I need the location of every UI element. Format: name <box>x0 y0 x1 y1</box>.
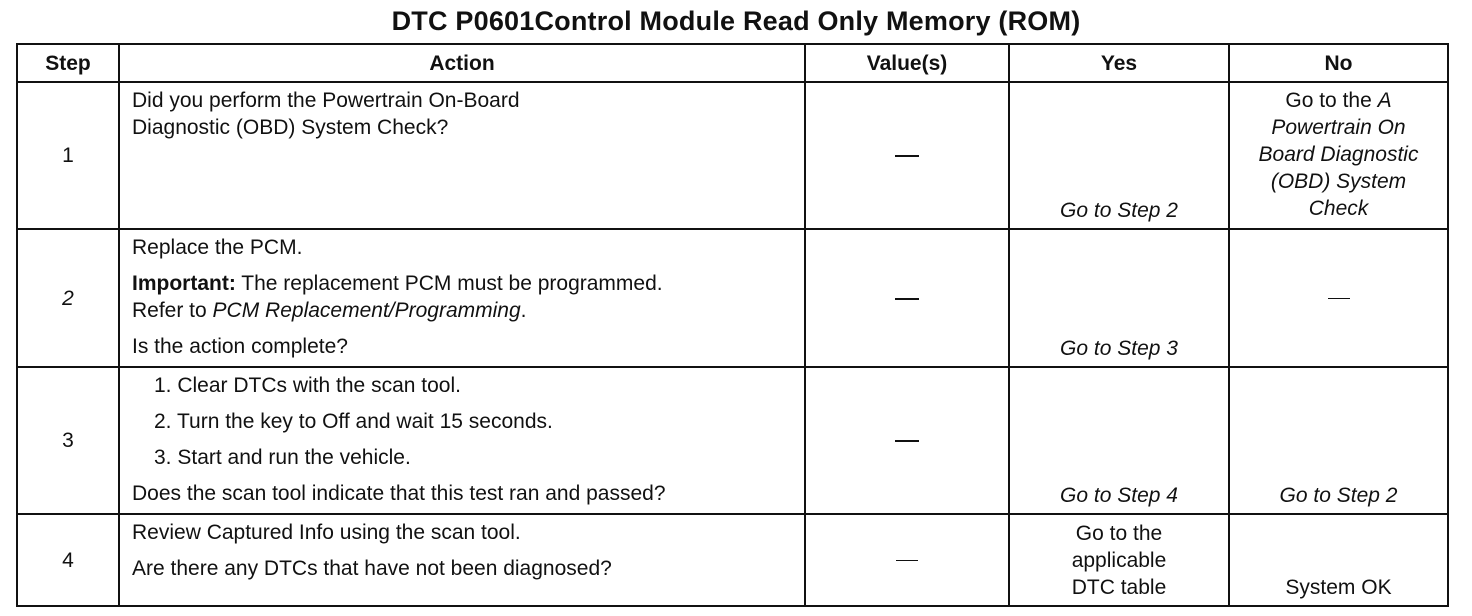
no-cell <box>1229 514 1448 606</box>
action-text: Did you perform the Powertrain On-Board <box>132 89 520 112</box>
no-text: System OK <box>1285 576 1392 599</box>
table-row <box>17 82 1448 229</box>
table-row <box>17 514 1448 606</box>
table-row <box>17 229 1448 367</box>
yes-link[interactable]: Go to Step 3 <box>1060 337 1178 360</box>
diagnostic-table <box>16 43 1449 607</box>
action-text: Replace the PCM. <box>132 236 303 259</box>
header-yes: Yes <box>1009 44 1229 82</box>
header-step: Step <box>17 44 119 82</box>
em-dash <box>895 440 919 442</box>
important-text: The replacement PCM must be programmed. <box>235 272 663 295</box>
header-row <box>17 44 1448 82</box>
step-number: 3 <box>17 367 119 514</box>
value-cell <box>805 82 1009 229</box>
table-title: DTC P0601Control Module Read Only Memory (ROM) <box>391 6 1081 36</box>
yes-cell <box>1009 229 1229 367</box>
no-link[interactable]: (OBD) System <box>1270 170 1407 193</box>
action-list-item: 1. Clear DTCs with the scan tool. <box>154 374 461 397</box>
action-cell <box>119 514 805 606</box>
table-row <box>17 367 1448 514</box>
action-text: Diagnostic (OBD) System Check? <box>132 116 449 139</box>
action-question: Is the action complete? <box>132 335 348 358</box>
action-list-item: 2. Turn the key to Off and wait 15 seconds. <box>154 410 553 433</box>
no-link[interactable]: Go to Step 2 <box>1279 484 1398 507</box>
yes-cell <box>1009 367 1229 514</box>
no-cell <box>1229 367 1448 514</box>
no-link[interactable]: Powertrain On <box>1271 116 1406 139</box>
value-cell <box>805 229 1009 367</box>
yes-text: applicable <box>1071 549 1167 572</box>
yes-link[interactable]: Go to Step 2 <box>1060 199 1178 222</box>
value-cell <box>805 367 1009 514</box>
em-dash <box>895 298 919 300</box>
action-cell <box>119 82 805 229</box>
step-number: 2 <box>17 229 119 367</box>
header-action: Action <box>119 44 805 82</box>
no-link[interactable]: Board Diagnostic <box>1258 143 1419 166</box>
yes-cell <box>1009 514 1229 606</box>
yes-link[interactable]: Go to Step 4 <box>1060 484 1178 507</box>
step-number: 1 <box>17 82 119 229</box>
value-cell <box>805 514 1009 606</box>
action-question: Are there any DTCs that have not been diagnosed? <box>132 557 612 580</box>
step-number: 4 <box>17 514 119 606</box>
em-dash <box>896 560 918 561</box>
yes-text: DTC table <box>1071 576 1167 599</box>
action-text: Review Captured Info using the scan tool. <box>132 521 521 544</box>
header-values: Value(s) <box>805 44 1009 82</box>
important-label: Important: <box>132 272 236 295</box>
action-question: Does the scan tool indicate that this test ran and passed? <box>132 482 666 505</box>
reference-link[interactable]: PCM Replacement/Programming <box>212 299 521 322</box>
no-cell <box>1229 229 1448 367</box>
yes-text: Go to the <box>1075 522 1163 545</box>
header-no: No <box>1229 44 1448 82</box>
no-link[interactable]: A <box>1377 89 1392 112</box>
no-prefix: Go to the <box>1285 89 1372 112</box>
em-dash <box>895 155 919 157</box>
action-cell: Replace the PCM. Important: The replacement PCM must be programmed. Refer to PCM Replacement/Programming. Is the action complete? <box>119 229 805 367</box>
yes-cell <box>1009 82 1229 229</box>
em-dash <box>1328 298 1350 299</box>
no-cell <box>1229 82 1448 229</box>
action-cell <box>119 367 805 514</box>
action-list-item: 3. Start and run the vehicle. <box>154 446 411 469</box>
no-link[interactable]: Check <box>1308 197 1369 220</box>
